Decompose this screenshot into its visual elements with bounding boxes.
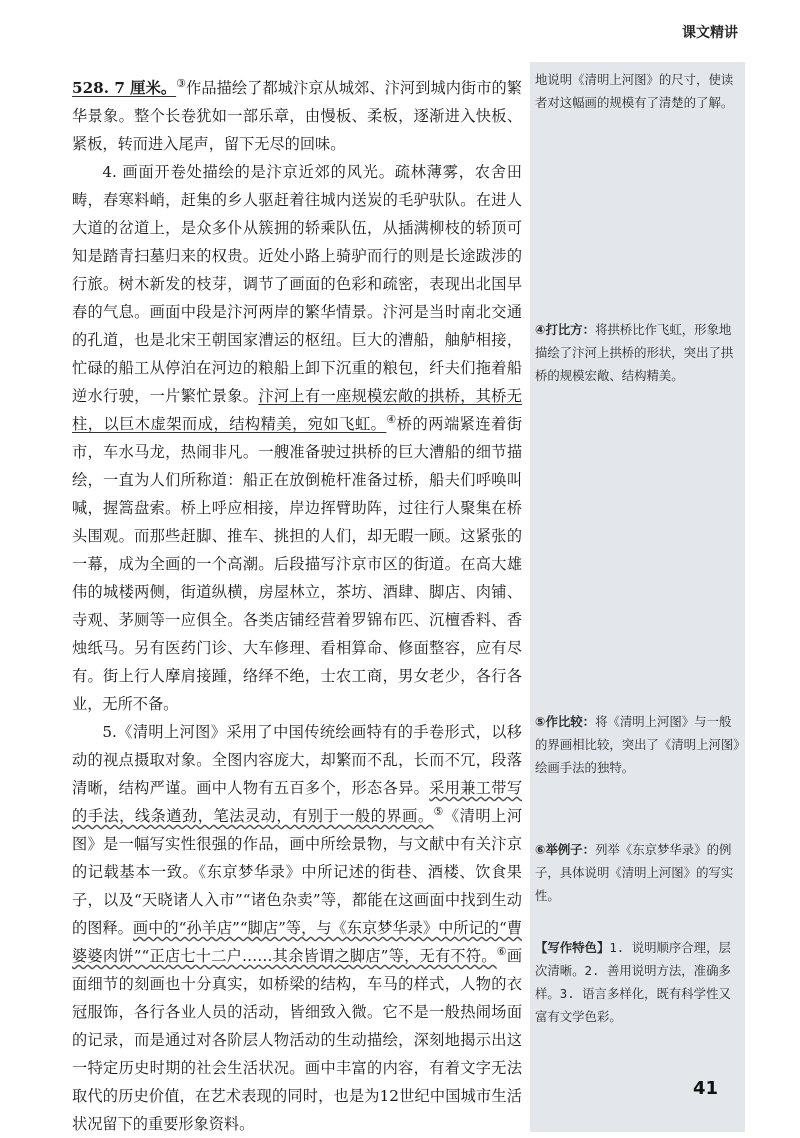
paragraph-text: 作品描绘了都城汴京从城郊、汴河到城内街市的繁华景象。整个长卷犹如一部乐章，由慢板、柔板，逐渐进入快板、紧板，转而进入尾声，留下无尽的回味。 [72,79,522,153]
note-heading: ⑤作比较： [535,714,596,729]
note-body: 列举《东京梦华录》的例子，具体说明《清明上河图》的写实性。 [535,842,734,903]
note-marker-6: ⑥ [496,944,507,958]
underlined-example-sentence: 画中的“孙羊店”“脚店”等，与《东京梦华录》中所记的“曹婆婆肉饼”“正店七十二户……其余皆谓之脚店”等，无有不符。 [72,919,523,965]
note-marker-3: ③ [176,76,187,90]
paragraph-text: 4. 画面开卷处描绘的是汴京近郊的风光。疏林薄雾，农舍田畴，春寒料峭，赶集的乡人驱赶着往城内送炭的毛驴驮队。在进人大道的岔道上，是众多仆从簇拥的轿乘队伍，从插满柳枝的轿顶可知是踏青扫墓归来的权贵。近处小路上骑驴而行的则是长途跋涉的行旅。树木新发的枝芽，调节了画面的色彩和疏密，表现出北国早春的气息。画面中段是汴河两岸的繁华情景。汴河是当时南北交通的孔道，也是北宋王朝国家漕运的枢纽。巨大的漕船，舳舻相接，忙碌的船工从停泊在河边的粮船上卸下沉重的粮包，纤夫们拖着船逆水行驶，一片繁忙景象。 [72,163,522,405]
note-marker-4: ④ [386,412,397,426]
note-body: 1. 说明顺序合理，层次清晰。2. 善用说明方法，准确多样。3. 语言多样化，既有科学性又富有文学色彩。 [535,940,731,1024]
main-text-column [72,74,522,1138]
paragraph-4 [72,158,522,718]
note-body: 地说明《清明上河图》的尺寸，使读者对这幅画的规模有了清楚的了解。 [535,72,734,110]
note-marker-5: ⑤ [433,804,444,818]
paragraph-3-continuation [72,74,522,158]
paragraph-text: 5.《清明上河图》采用了中国传统绘画特有的手卷形式，以移动的视点摄取对象。全图内容庞大，却繁而不乱，长而不冗，段落清晰，结构严谨。画中人物有五百多个，形态各异。 [72,723,522,797]
note-metaphor [535,318,740,387]
paragraph-text: 画面细节的刻画也十分真实，如桥梁的结构，车马的样式，人物的衣冠服饰，各行各业人员的活动，皆细致入微。它不是一般热闹场面的记录，而是通过对各阶层人物活动的生动描绘，深刻地揭示出这一特定历史时期的社会生活状况。画中丰富的内容，有着文字无法取代的历史价值，在艺术表现的同时，也是为12世纪中国城市生活状况留下的重要形象资料。 [72,947,522,1133]
dimension-value: 528. 7 厘米。 [72,79,177,97]
note-example [535,838,740,907]
note-comparison [535,710,740,779]
paragraph-5 [72,718,522,1138]
note-writing-features [535,936,740,1028]
note-body: 将拱桥比作飞虹，形象地描绘了汴河上拱桥的形状，突出了拱桥的规模宏敞、结构精美。 [535,322,734,383]
paragraph-text: 桥的两端紧连着街市，车水马龙，热闹非凡。一艘准备驶过拱桥的巨大漕船的细节描绘，一直为人们所称道：船正在放倒桅杆准备过桥，船夫们呼唤叫喊，握篙盘索。桥上呼应相接，岸边挥臂助阵，过往行人聚集在桥头围观。而那些赶脚、推车、挑担的人们，却无暇一顾。这紧张的一幕，成为全画的一个高潮。后段描写汴京市区的街道。在高大雄伟的城楼两侧，街道纵横，房屋林立，茶坊、酒肆、脚店、肉铺、寺观、茅厕等一应俱全。各类店铺经营着罗锦布匹、沉檀香料、香烛纸马。另有医药门诊、大车修理、看相算命、修面整容，应有尽有。街上行人摩肩接踵，络绎不绝，士农工商，男女老少，各行各业，无所不备。 [72,415,522,713]
note-heading: ④打比方： [535,322,596,337]
paragraph-text: 《清明上河图》是一幅写实性很强的作品，画中所绘景物，与文献中有关汴京的记载基本一致。《东京梦华录》中所记述的街巷、酒楼、饮食果子，以及“天晓诸人入市”“诸色杂卖”等，都能在这画面中找到生动的图释。 [72,807,522,937]
note-dimension-continuation [535,68,740,114]
note-heading: ⑥举例子： [535,842,596,857]
note-heading: 【写作特色】 [535,940,610,955]
section-header-label: 课文精讲 [682,25,738,41]
underlined-comparison-sentence: 采用兼工带写的手法，线条遒劲，笔法灵动，有别于一般的界画。 [72,779,523,825]
note-body: 将《清明上河图》与一般的界画相比较，突出了《清明上河图》绘画手法的独特。 [535,714,740,775]
underlined-metaphor-sentence: 汴河上有一座规模宏敞的拱桥，其桥无柱，以巨木虚架而成，结构精美，宛如飞虹。 [72,387,523,433]
page-number: 41 [693,1078,719,1099]
